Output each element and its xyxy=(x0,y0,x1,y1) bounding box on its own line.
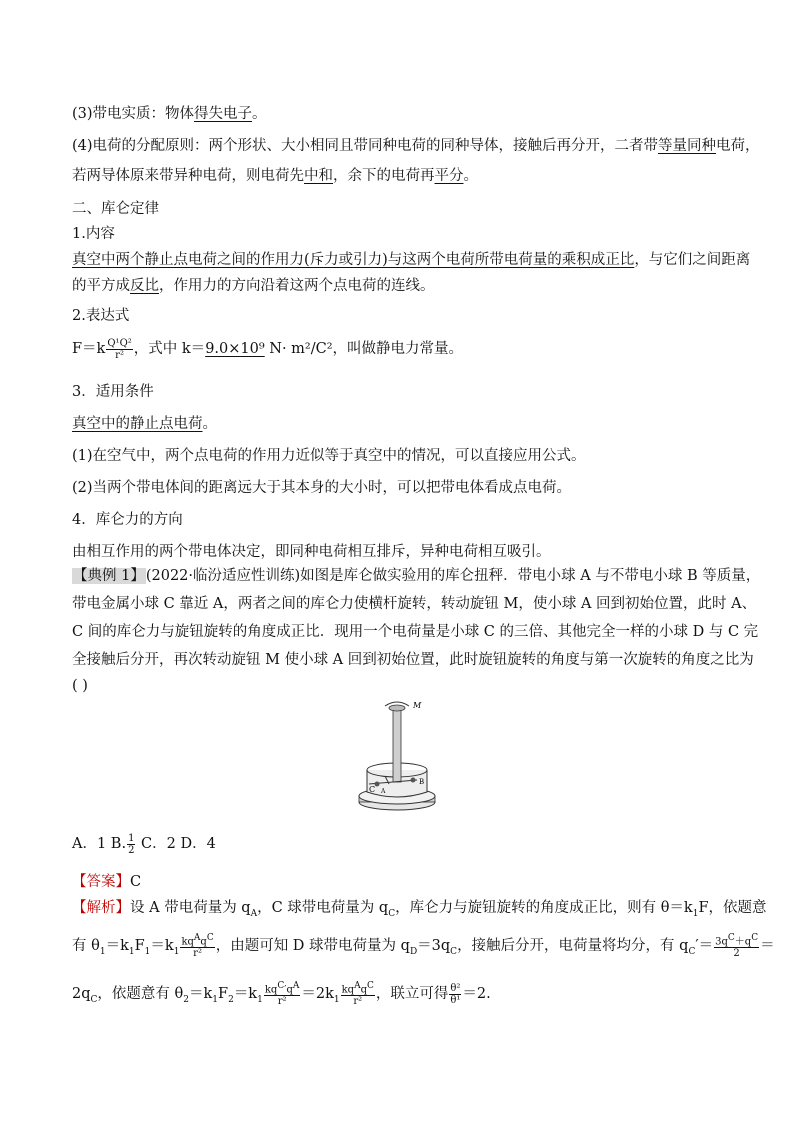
paragraph-condition-1: (1)在空气中，两个点电荷的作用力近似等于真空中的情况，可以直接应用公式。 xyxy=(72,448,586,464)
fraction-numerator: $kq^C'q^A$ xyxy=(264,980,300,996)
fraction-numerator: $kq^Aq^C$ xyxy=(181,932,214,948)
text: ＝k xyxy=(105,938,129,954)
paragraph-content-cont xyxy=(72,276,435,296)
underlined-answer: 中和 xyxy=(304,168,333,184)
fraction xyxy=(341,981,375,1007)
text: ，C 球带电荷量为 q xyxy=(257,900,389,916)
fraction xyxy=(264,981,301,1007)
analysis-tag: 【解析】 xyxy=(72,900,130,916)
fraction-numerator: Q¹Q² xyxy=(107,337,132,349)
text: 电荷， xyxy=(716,138,760,154)
text: ，余下的电荷再 xyxy=(333,168,435,184)
subheading-content: 1.内容 xyxy=(72,226,115,242)
fraction xyxy=(180,933,214,959)
text: 。 xyxy=(252,106,267,122)
fraction-numerator: $3q^C+q^C$ xyxy=(715,932,759,948)
paragraph-conditions xyxy=(72,414,217,434)
text: ＝k xyxy=(150,938,174,954)
fraction xyxy=(106,338,132,361)
text: 2q xyxy=(72,986,91,1002)
text: A．1 B. xyxy=(72,836,127,852)
underlined-answer: 的静止点电荷 xyxy=(115,416,203,432)
text: ＝k xyxy=(188,986,213,1002)
text: 有 θ xyxy=(72,938,100,954)
fraction-numerator: θ² xyxy=(450,982,461,994)
example-line-5: ( ) xyxy=(72,678,88,694)
paragraph-distribution-rule-cont xyxy=(72,166,478,186)
text: 。 xyxy=(202,416,217,432)
subscript: 1 xyxy=(692,908,699,919)
underlined-answer: 反比 xyxy=(130,278,159,294)
subscript: C xyxy=(388,908,396,919)
text: ，作用力的方向沿着这两个点电荷的连线。 xyxy=(159,278,435,294)
underlined-answer: 正比 xyxy=(605,252,635,268)
text: 设 A 带电荷量为 q xyxy=(130,900,251,916)
fraction-denominator: r² xyxy=(277,996,287,1008)
text: (4)电荷的分配原则：两个形状、大小相同且带同种电荷的同种导体，接触后再分开，二者带 xyxy=(72,138,659,154)
text: ＝2. xyxy=(462,986,491,1002)
text: (3)带电实质：物体 xyxy=(72,106,195,122)
underlined-answer: 得失电子 xyxy=(194,106,253,122)
text: 3q xyxy=(715,936,728,948)
underlined-text: 真空中 xyxy=(72,416,116,432)
fraction-denominator: r² xyxy=(193,948,202,960)
text: kq xyxy=(181,936,194,948)
text: N· m²/C²，叫做静电力常量。 xyxy=(264,341,464,357)
example-tag: 【典例 1】 xyxy=(73,568,145,584)
subheading-direction: 4．库仑力的方向 xyxy=(72,512,183,528)
fraction-denominator: 2 xyxy=(128,844,135,856)
label-a: A xyxy=(381,788,386,795)
text: ，联立可得 xyxy=(375,986,449,1002)
formula-lhs: F＝k xyxy=(72,341,106,357)
example-line-4: 全接触后分开，再次转动旋钮 M 使小球 A 回到初始位置，此时旋钮旋转的角度与第一次旋转的角度之比为 xyxy=(72,652,754,668)
text: 。 xyxy=(463,168,478,184)
text: ＝3q xyxy=(417,938,451,954)
text: F xyxy=(218,986,229,1002)
analysis-line-2: 有 $\theta_1=k_1F_1=k_1$ $\frac{kq^Aq^C}{\text{r²}}$ ，由题可知 D 球带电荷量为 $q_D=3q_C$，接触后分开，电荷量将均分，有 $q_C'=$ $\frac{3q^C+q^C}{2}$ ＝ xyxy=(72,932,775,960)
label-m: M xyxy=(413,701,422,710)
paragraph-charge-essence xyxy=(72,104,267,124)
label-c: C xyxy=(369,785,376,794)
fraction xyxy=(714,933,759,959)
fraction-numerator: 1 xyxy=(128,832,135,844)
text: F xyxy=(134,938,145,954)
underlined-text: 真空中两个静止点电荷之间的作用力(斥力或引力)与这两个电荷所带电荷量的乘积成 xyxy=(72,252,606,268)
underlined-answer: 9.0×10⁹ xyxy=(205,341,265,357)
text: 的平方成 xyxy=(72,278,130,294)
fraction-denominator: 2 xyxy=(733,948,740,960)
formula-line xyxy=(72,336,463,362)
subheading-expression: 2.表达式 xyxy=(72,308,130,324)
text: ，与它们之间距离 xyxy=(634,252,751,268)
analysis-line-3: $2q_C$，依题意有 $\theta_2=k_1F_2=k_1$ $\frac{kq^C'q^A}{\text{r²}}$ $=2k_1$ $\frac{kq^Aq^C}{\text{r²}}$ ，联立可得 $\frac{\text{θ²}}{\text{θ¹}}$ ＝2. xyxy=(72,980,491,1008)
fraction-numerator: $kq^Aq^C$ xyxy=(341,980,374,996)
torsion-balance-figure xyxy=(355,700,439,815)
text: ，式中 k＝ xyxy=(133,341,206,357)
fraction-denominator: r² xyxy=(115,349,124,361)
fraction xyxy=(127,833,135,856)
example-line-2: 带电金属小球 C 靠近 A，两者之间的库仑力使横杆旋转，转动旋钮 M，使小球 A 回到初始位置，此时 A、 xyxy=(72,596,757,612)
analysis-line-1 xyxy=(72,898,767,924)
underlined-answer: 平分 xyxy=(434,168,464,184)
text: ，依题意有 θ xyxy=(97,986,184,1002)
underlined-answer: 等量同种 xyxy=(658,138,717,154)
fraction-denominator: r² xyxy=(353,996,363,1008)
label-b: B xyxy=(419,778,425,786)
text: ，接触后分开，电荷量将均分，有 q xyxy=(457,938,689,954)
text: ，库仑力与旋钮旋转的角度成正比，则有 θ＝k xyxy=(395,900,693,916)
subheading-conditions: 3．适用条件 xyxy=(72,384,154,400)
answer-tag: 【答案】 xyxy=(72,874,130,890)
paragraph-content xyxy=(72,250,750,270)
text: 若两导体原来带异种电荷，则电荷先 xyxy=(72,168,304,184)
text: ＝ xyxy=(760,938,775,954)
example-line-3: C 间的库仑力与旋钮旋转的角度成正比．现用一个电荷量是小球 C 的三倍、其他完全一样的小球 D 与 C 完 xyxy=(72,624,759,640)
text: C．2 D．4 xyxy=(136,836,216,852)
paragraph-distribution-rule xyxy=(72,136,760,156)
answer-options xyxy=(72,832,216,856)
text: ，由题可知 D 球带电荷量为 q xyxy=(215,938,410,954)
fraction-denominator: θ¹ xyxy=(450,994,461,1006)
text: (2022·临汾适应性训练)如图是库仑做实验用的库仑扭秤．带电小球 A 与不带电小球 B 等质量， xyxy=(145,568,761,584)
text: F，依题意 xyxy=(698,900,767,916)
example-line-1 xyxy=(72,566,760,586)
text: ＝k xyxy=(233,986,258,1002)
subscript: A xyxy=(250,908,258,919)
paragraph-direction: 由相互作用的两个带电体决定，即同种电荷相互排斥，异种电荷相互吸引。 xyxy=(72,544,551,560)
text: ′＝ xyxy=(695,938,714,954)
paragraph-condition-2: (2)当两个带电体间的距离远大于其本身的大小时，可以把带电体看成点电荷。 xyxy=(72,480,572,496)
answer-line xyxy=(72,872,141,892)
text: ＝2k xyxy=(301,986,334,1002)
section-heading-coulomb: 二、库仑定律 xyxy=(72,201,159,217)
answer-value: C xyxy=(130,874,142,890)
fraction xyxy=(449,983,461,1006)
